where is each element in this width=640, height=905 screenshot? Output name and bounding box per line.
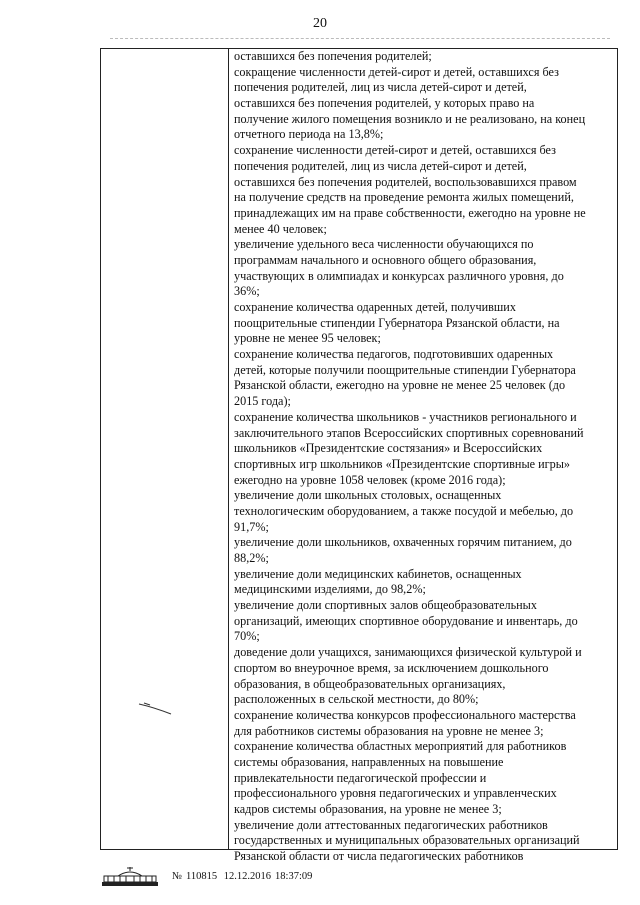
text-line: принадлежащих им на праве собственности, ежегодно на уровне не bbox=[234, 205, 586, 220]
table-right-column bbox=[229, 49, 617, 864]
text-line: кадров системы образования, на уровне не менее 3; bbox=[234, 802, 502, 816]
text-line: поощрительные стипендии Губернатора Рязанской области, на bbox=[234, 315, 560, 330]
text-line: организаций, имеющих спортивное оборудование и инвентарь, до bbox=[234, 613, 578, 628]
text-line: сохранение количества одаренных детей, получивших bbox=[234, 300, 516, 314]
text-line: сохранение численности детей-сирот и детей, оставшихся без bbox=[234, 143, 556, 158]
document-date: 12.12.2016 bbox=[223, 871, 272, 882]
text-line: доведение доли учащихся, занимающихся физической культурой и bbox=[234, 645, 582, 660]
document-number: 110815 bbox=[186, 871, 218, 882]
text-line: 91,7%; bbox=[234, 519, 269, 534]
text-line: 36%; bbox=[234, 284, 260, 299]
text-line: участвующих в олимпиадах и конкурсах различного уровня, до bbox=[234, 268, 564, 283]
text-line: на получение средств на проведение ремонта жилых помещений, bbox=[234, 190, 574, 205]
text-line: профессионального уровня педагогических и управленческих bbox=[234, 786, 557, 801]
text-line: увеличение доли аттестованных педагогических работников bbox=[234, 817, 548, 832]
number-sign: № bbox=[172, 871, 183, 882]
text-line: увеличение доли медицинских кабинетов, оснащенных bbox=[234, 566, 522, 581]
text-line: сохранение количества педагогов, подготовивших одаренных bbox=[234, 347, 554, 362]
text-line: увеличение доли школьников, охваченных горячим питанием, до bbox=[234, 535, 572, 550]
text-line: для работников системы образования на уровне не менее 3; bbox=[234, 723, 544, 738]
text-line: попечения родителей, лиц из числа детей-сирот и детей, bbox=[234, 158, 527, 173]
text-line: ежегодно на уровне 1058 человек (кроме 2016 года); bbox=[234, 472, 506, 487]
text-line: попечения родителей, лиц из числа детей-сирот и детей, bbox=[234, 80, 527, 95]
text-line: увеличение доли спортивных залов общеобразовательных bbox=[234, 598, 537, 613]
text-line: получение жилого помещения возникло и не реализовано, на конец bbox=[234, 111, 586, 126]
top-divider bbox=[110, 38, 610, 39]
text-line: увеличение удельного веса численности обучающихся по bbox=[234, 237, 534, 252]
text-line: оставшихся без попечения родителей, у которых право на bbox=[234, 96, 535, 111]
text-line: школьников «Президентские состязания» и Всероссийских bbox=[234, 441, 543, 456]
text-line: сохранение количества конкурсов профессионального мастерства bbox=[234, 707, 576, 722]
text-line: увеличение доли школьных столовых, оснащенных bbox=[234, 488, 502, 503]
text-line: Рязанской области от числа педагогических работников bbox=[234, 849, 524, 864]
text-line: привлекательности педагогической профессии и bbox=[234, 770, 487, 785]
text-line: образования, в общеобразовательных организациях, bbox=[234, 676, 506, 691]
text-line: программам начального и основного общего образования, bbox=[234, 252, 537, 267]
text-line: медицинскими изделиями, до 98,2%; bbox=[234, 582, 426, 597]
text-line: заключительного этапов Всероссийских спортивных соревнований bbox=[234, 425, 584, 440]
pen-mark bbox=[138, 700, 172, 716]
text-line: спортивных игр школьников «Президентские спортивные игры» bbox=[234, 456, 570, 471]
text-line: детей, которые получили поощрительные стипендии Губернатора bbox=[234, 362, 576, 377]
text-line: 88,2%; bbox=[234, 551, 269, 565]
footer-stamp-text bbox=[172, 871, 316, 882]
text-line: уровне не менее 95 человек; bbox=[234, 331, 381, 346]
text-line: сохранение количества областных мероприятий для работников bbox=[234, 739, 567, 754]
text-line: менее 40 человек; bbox=[234, 221, 327, 236]
text-line: сокращение численности детей-сирот и детей, оставшихся без bbox=[234, 64, 559, 79]
text-line: Рязанской области, ежегодно на уровне не менее 25 человек (до bbox=[234, 378, 566, 393]
text-line: оставшихся без попечения родителей, воспользовавшихся правом bbox=[234, 174, 577, 189]
document-time: 18:37:09 bbox=[275, 871, 313, 882]
text-line: сохранение количества школьников - участников регионального и bbox=[234, 409, 577, 424]
text-line: технологическим оборудованием, а также посудой и мебелью, до bbox=[234, 503, 574, 518]
table-left-column bbox=[101, 49, 229, 849]
text-line: спортом во внеурочное время, за исключением дошкольного bbox=[234, 660, 549, 675]
text-line: отчетного периода на 13,8%; bbox=[234, 127, 384, 142]
document-footer bbox=[100, 866, 620, 888]
text-line: оставшихся без попечения родителей; bbox=[234, 49, 432, 63]
document-table bbox=[100, 48, 618, 864]
text-line: государственных и муниципальных образовательных организаций bbox=[234, 833, 580, 848]
text-line: 2015 года); bbox=[234, 394, 291, 409]
building-stamp-icon bbox=[100, 866, 160, 888]
page-number: 20 bbox=[313, 16, 327, 31]
text-line: 70%; bbox=[234, 629, 260, 644]
text-line: расположенных в сельской местности, до 80%; bbox=[234, 692, 479, 707]
text-line: системы образования, направленных на повышение bbox=[234, 754, 504, 769]
